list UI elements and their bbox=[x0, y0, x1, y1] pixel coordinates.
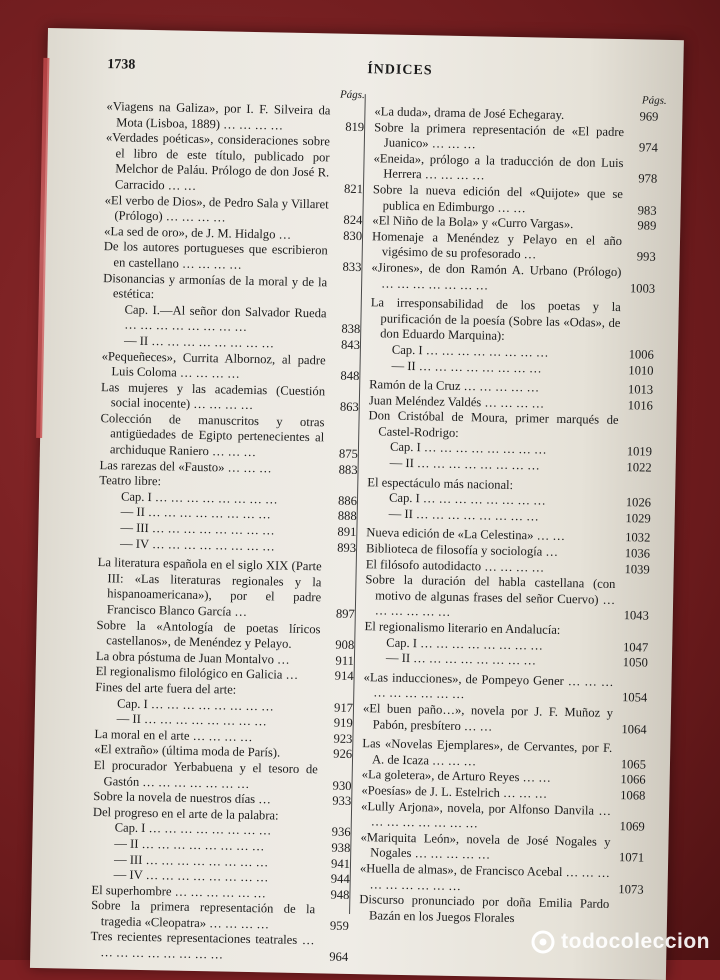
entry-title: «Poesías» de J. L. Estelrich … … … bbox=[361, 783, 547, 801]
entry-page-number: 1029 bbox=[625, 511, 650, 527]
entry-title: «La duda», drama de José Echegaray. bbox=[374, 104, 564, 122]
entry-page-number: 821 bbox=[344, 182, 363, 198]
pages-column-label: Págs. bbox=[340, 88, 365, 104]
entry-title: Cap. I … … … … … … … … bbox=[390, 440, 547, 457]
entry-page-number: 819 bbox=[345, 119, 364, 135]
entry-page-number: 930 bbox=[332, 778, 351, 794]
entry-page-number: 1069 bbox=[619, 819, 644, 835]
entry-title: — IV … … … … … … … … bbox=[114, 868, 269, 885]
entry-page-number: 944 bbox=[331, 872, 350, 888]
entry-title: Las rarezas del «Fausto» … … … bbox=[99, 458, 271, 475]
entry-title: Biblioteca de filosofía y sociología … bbox=[366, 541, 558, 559]
entry-page-number: 1006 bbox=[628, 347, 653, 363]
entry-title: La moral en el arte … … … … bbox=[94, 727, 252, 744]
entry-title: — II … … … … … … … … bbox=[386, 651, 536, 668]
pages-column-label: Págs. bbox=[642, 93, 667, 109]
entry-title: Las mujeres y las academias (Cuestión social inocente) … … … … bbox=[101, 380, 325, 413]
entry-title: Sobre la primera representación de la tragedia «Cleopatra» … … … … bbox=[91, 898, 315, 931]
entry-title: El procurador Yerbabuena y el tesoro de Gastón … … … … … … … bbox=[94, 758, 318, 791]
entry-title: De los autores portugueses que escribieron en castellano … … … … bbox=[104, 239, 328, 271]
entry-title: Cap. I … … … … … … … … bbox=[389, 491, 546, 508]
entry-title: — IV … … … … … … … … bbox=[120, 536, 275, 553]
index-entry bbox=[359, 892, 644, 929]
index-entry bbox=[90, 929, 349, 965]
entry-page-number: 917 bbox=[334, 700, 353, 716]
left-entries bbox=[90, 99, 364, 965]
entry-page-number: 1022 bbox=[626, 460, 651, 476]
entry-page-number: 993 bbox=[637, 250, 656, 266]
entry-title: Sobre la duración del habla castellana (con motivo de algunas frases del señor Cuervo) … … … … … … bbox=[365, 572, 615, 619]
entry-title: El regionalismo literario en Andalucía: bbox=[364, 619, 560, 637]
entry-title: El filósofo autodidacto … … … … bbox=[366, 557, 545, 574]
entry-page-number: 1010 bbox=[628, 363, 653, 379]
entry-title: «Huella de almas», de Francisco Acebal … … … … … … … … … bbox=[360, 861, 610, 893]
entry-page-number: 875 bbox=[339, 447, 358, 463]
entry-page-number: 888 bbox=[338, 509, 357, 525]
entry-page-number: 1054 bbox=[622, 691, 647, 707]
entry-title: «Pequeñeces», Currita Albornoz, al padre Luis Coloma … … … … bbox=[102, 349, 326, 381]
entry-title: Don Cristóbal de Moura, primer marqués de Castel-Rodrigo: bbox=[368, 409, 618, 440]
entry-title: — III … … … … … … … … bbox=[114, 852, 269, 869]
index-entry bbox=[96, 618, 355, 654]
entry-page-number: 886 bbox=[338, 494, 357, 510]
entry-page-number: 978 bbox=[638, 172, 657, 188]
entry-title: «Mariquita León», novela de José Nogales y Nogales … … … … … bbox=[360, 830, 610, 862]
entry-page-number: 938 bbox=[331, 840, 350, 856]
entry-title: Cap. I.—Al señor don Salvador Rueda … … … … … … … … bbox=[124, 302, 327, 334]
entry-title: «Lully Arjona», novela, por Alfonso Danvila … … … … … … … … bbox=[361, 799, 611, 831]
entry-page-number: 891 bbox=[337, 525, 356, 541]
entry-page-number: 1013 bbox=[628, 382, 653, 398]
entry-page-number: 1064 bbox=[621, 722, 646, 738]
entry-title: Las «Novelas Ejemplares», de Cervantes, por F. A. de Icaza … … … bbox=[362, 736, 612, 768]
entry-title: «Verdades poéticas», consideraciones sobre el libro de este título, publicado por Melchor de Paláu. Prólogo de don José R. Carracido … … bbox=[106, 130, 330, 193]
entry-title: Cap. I … … … … … … … … bbox=[121, 489, 278, 506]
watermark bbox=[531, 930, 710, 954]
entry-title: «El Niño de la Bola» y «Curro Vargas». bbox=[372, 213, 573, 231]
entry-title: Discurso pronunciado por doña Emilia Pardo Bazán en los Juegos Florales bbox=[359, 892, 609, 925]
entry-title: El superhombre … … … … … … bbox=[91, 883, 266, 900]
entry-page-number: 919 bbox=[334, 716, 353, 732]
running-title: ÍNDICES bbox=[367, 62, 433, 79]
entry-page-number: 830 bbox=[343, 228, 362, 244]
book-page bbox=[30, 28, 684, 980]
index-entry bbox=[371, 260, 656, 297]
entry-title: «Eneida», prólogo a la traducción de don Luis Herrera … … … … bbox=[373, 151, 623, 183]
entry-title: «Las inducciones», de Pompeyo Gener … … … … … … … … … bbox=[363, 670, 613, 702]
entry-page-number: 1065 bbox=[621, 757, 646, 773]
entry-page-number: 1066 bbox=[620, 772, 645, 788]
entry-title: — III … … … … … … … … bbox=[120, 521, 275, 538]
entry-page-number: 908 bbox=[335, 638, 354, 654]
entry-page-number: 843 bbox=[341, 338, 360, 354]
entry-title: — II … … … … … … … … bbox=[389, 506, 539, 523]
entry-page-number: 983 bbox=[638, 203, 657, 219]
entry-title: Ramón de la Cruz … … … … … bbox=[369, 377, 539, 394]
entry-title: El espectáculo más nacional: bbox=[367, 475, 513, 492]
watermark-logo-icon bbox=[531, 930, 555, 954]
entry-page-number: 833 bbox=[342, 260, 361, 276]
entry-title: Sobre la primera representación de «El padre Juanico» … … … bbox=[374, 120, 624, 152]
index-entry bbox=[91, 898, 350, 934]
entry-page-number: 883 bbox=[339, 462, 358, 478]
index-entry bbox=[101, 380, 360, 416]
entry-title: — II … … … … … … … … bbox=[114, 836, 264, 853]
entry-page-number: 1036 bbox=[625, 546, 650, 562]
entry-title: La literatura española en el siglo XIX (Parte III: «Las literaturas regionales y la hispanoamericana»), por el padre Francisco Blanco García … bbox=[98, 555, 322, 619]
entry-page-number: 1071 bbox=[619, 850, 644, 866]
entry-page-number: 838 bbox=[341, 322, 360, 338]
entry-title: Sobre la nueva edición del «Quijote» que se publica en Edimburgo … … bbox=[373, 182, 623, 215]
entry-page-number: 848 bbox=[340, 369, 359, 385]
index-entry bbox=[363, 701, 648, 738]
index-entry bbox=[106, 99, 365, 135]
index-entry bbox=[102, 302, 361, 338]
entry-title: «Viagens na Galiza», por I. F. Silveira da Mota (Lisboa, 1889) … … … … bbox=[106, 99, 330, 132]
entry-title: — II … … … … … … … … bbox=[124, 333, 274, 350]
entry-title: Tres recientes representaciones teatrales … … … … … … … … … bbox=[90, 929, 314, 961]
entry-title: Sobre la «Antología de poetas líricos castellanos», de Menéndez y Pelayo. bbox=[96, 618, 320, 651]
entry-page-number: 936 bbox=[332, 825, 351, 841]
entry-page-number: 1016 bbox=[628, 398, 653, 414]
entry-page-number: 1026 bbox=[626, 495, 651, 511]
entry-title: «El buen paño…», novela por J. F. Muñoz y Pabón, presbítero … … bbox=[363, 701, 613, 733]
entry-page-number: 893 bbox=[337, 540, 356, 556]
entry-title: Juan Meléndez Valdés … … … … bbox=[369, 393, 545, 410]
index-entry bbox=[103, 239, 362, 275]
entry-page-number: 923 bbox=[333, 731, 352, 747]
entry-page-number: 863 bbox=[340, 400, 359, 416]
entry-title: Cap. I … … … … … … … … bbox=[115, 821, 272, 838]
entry-title: — II … … … … … … … … bbox=[390, 456, 540, 473]
entry-title: Fines del arte fuera del arte: bbox=[95, 680, 236, 697]
entry-page-number: 897 bbox=[336, 607, 355, 623]
entry-title: «Jirones», de don Ramón A. Urbano (Prólogo) … … … … … … … bbox=[371, 260, 621, 292]
index-entry bbox=[100, 411, 359, 463]
index-entry bbox=[370, 295, 655, 347]
index-entry bbox=[93, 758, 352, 794]
entry-page-number: 1068 bbox=[620, 788, 645, 804]
entry-page-number: 969 bbox=[639, 109, 658, 125]
entry-page-number: 1050 bbox=[623, 655, 648, 671]
entry-page-number: 933 bbox=[332, 794, 351, 810]
index-entry bbox=[365, 572, 650, 624]
entry-title: «La goletera», de Arturo Reyes … … bbox=[362, 768, 551, 786]
entry-title: Disonancias y armonías de la moral y de la estética: bbox=[103, 271, 327, 302]
index-entry bbox=[103, 271, 362, 307]
index-entry bbox=[97, 555, 356, 622]
entry-page-number: 959 bbox=[330, 918, 349, 934]
right-entries bbox=[359, 104, 659, 929]
entry-title: Homenaje a Menéndez y Pelayo en el año vigésimo de su profesorado … bbox=[372, 229, 622, 262]
entry-title: Cap. I … … … … … … … … bbox=[386, 635, 543, 652]
entry-page-number: 1047 bbox=[623, 640, 648, 656]
right-column bbox=[359, 90, 659, 929]
entry-title: Cap. I … … … … … … … … bbox=[392, 343, 549, 360]
entry-title: La irresponsabilidad de los poetas y la purificación de la poesía (Sobre las «Odas», de don Eduardo Marquina): bbox=[371, 295, 621, 343]
entry-title: «El extraño» (última moda de París). bbox=[94, 742, 280, 760]
entry-title: Colección de manuscritos y otras antigüedades de Egipto pertenecientes al archiduque Raniero … … … bbox=[100, 411, 324, 459]
entry-page-number: 911 bbox=[335, 653, 354, 669]
page-header bbox=[107, 57, 643, 89]
entry-title: Del progreso en el arte de la palabra: bbox=[93, 805, 279, 823]
entry-page-number: 926 bbox=[333, 747, 352, 763]
entry-title: — II … … … … … … … … bbox=[121, 505, 271, 522]
entry-title: Teatro libre: bbox=[99, 473, 161, 488]
entry-page-number: 1039 bbox=[624, 562, 649, 578]
entry-title: Cap. I … … … … … … … … bbox=[117, 696, 274, 713]
entry-page-number: 941 bbox=[331, 856, 350, 872]
index-entry bbox=[105, 130, 364, 197]
entry-page-number: 948 bbox=[330, 887, 349, 903]
entry-page-number: 1003 bbox=[630, 281, 655, 297]
entry-page-number: 1032 bbox=[625, 531, 650, 547]
entry-title: — II … … … … … … … … bbox=[117, 712, 267, 729]
entry-page-number: 964 bbox=[329, 950, 348, 966]
entry-title: El regionalismo filológico en Galicia … bbox=[96, 664, 299, 682]
entry-page-number: 974 bbox=[639, 141, 658, 157]
left-column bbox=[90, 85, 365, 965]
entry-title: Sobre la novela de nuestros días … bbox=[93, 789, 271, 806]
entry-title: «La sed de oro», de J. M. Hidalgo … bbox=[104, 224, 291, 242]
index-entry bbox=[104, 193, 363, 229]
entry-title: — II … … … … … … … … bbox=[391, 358, 541, 375]
entry-title: «El verbo de Dios», de Pedro Sala y Villaret (Prólogo) … … … … bbox=[105, 193, 329, 225]
entry-page-number: 1019 bbox=[627, 445, 652, 461]
index-entry bbox=[101, 349, 360, 385]
entry-page-number: 1073 bbox=[618, 882, 643, 898]
entry-page-number: 824 bbox=[343, 213, 362, 229]
page-number: 1738 bbox=[107, 57, 135, 74]
watermark-text: todocoleccion bbox=[561, 930, 710, 954]
entry-title: Nueva edición de «La Celestina» … … bbox=[366, 526, 565, 544]
entry-title: La obra póstuma de Juan Montalvo … bbox=[96, 649, 290, 667]
entry-page-number: 914 bbox=[335, 669, 354, 685]
entry-page-number: 989 bbox=[637, 219, 656, 235]
entry-page-number: 1043 bbox=[623, 609, 648, 625]
